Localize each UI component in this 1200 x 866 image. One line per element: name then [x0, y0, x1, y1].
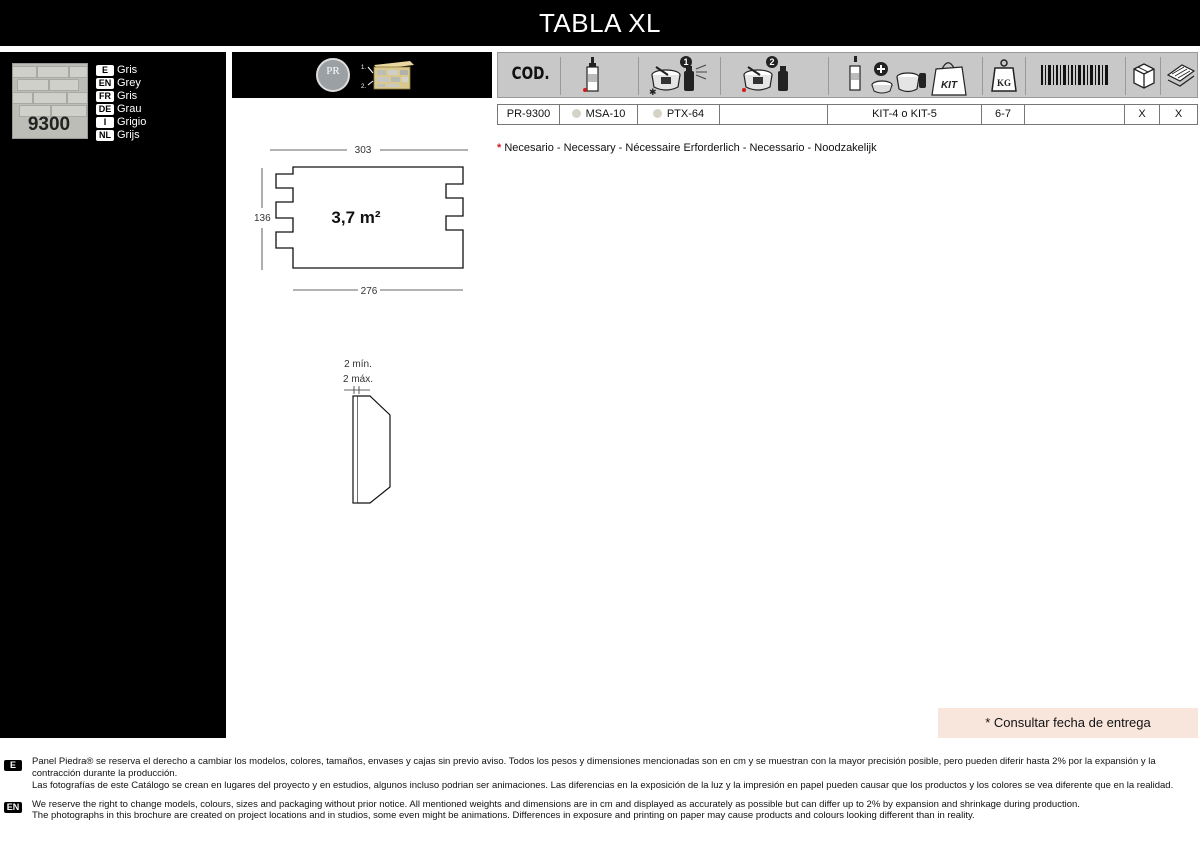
required-text: Necesario - Necessary - Nécessaire Erforderlich - Necessario - Noodzakelijk — [504, 142, 877, 154]
kit-value: KIT-4 o KIT-5 — [828, 105, 982, 124]
lang-tag: I — [96, 117, 114, 128]
delivery-note: * Consultar fecha de entrega — [938, 708, 1198, 738]
step-2-label: 2. — [361, 84, 367, 90]
lang-tag: DE — [96, 104, 114, 115]
dim-bottom: 276 — [360, 286, 378, 297]
required-star: * — [497, 142, 502, 154]
sealant-dot — [572, 109, 581, 118]
panel-profile-drawing — [330, 352, 410, 512]
sidebar-panel — [0, 52, 226, 738]
page-title: TABLA XL — [538, 8, 662, 38]
weight-icon — [990, 58, 1018, 94]
barcode-value — [1025, 105, 1125, 124]
panel-dimension-drawing — [250, 140, 490, 300]
lang-color-name: Grau — [117, 103, 142, 115]
box-icon — [1131, 61, 1157, 89]
step-number: 2 — [769, 57, 775, 67]
lang-tag: E — [96, 65, 114, 76]
sealant-tube-icon — [580, 56, 610, 96]
lang-color-name: Gris — [117, 90, 138, 102]
paint-cell — [638, 105, 720, 124]
paint-dot — [653, 109, 662, 118]
brand-logo — [316, 58, 350, 92]
lang-color-name: Gris — [117, 64, 138, 76]
product-data-row — [497, 104, 1198, 125]
lang-tag: FR — [96, 91, 114, 102]
paint-value: PTX-64 — [666, 108, 705, 120]
dim-height: 136 — [254, 213, 271, 224]
thickness-min: 2 mín. — [344, 359, 372, 370]
sealant-cell — [560, 105, 638, 124]
step-number: 1 — [683, 57, 689, 67]
icon-header-strip — [497, 52, 1198, 98]
product-code: PR-9300 — [498, 105, 560, 124]
footer-text-es-2: Las fotografías de este Catálogo se crean en lugares del proyecto y en estudios, algunos incluso podrian ser animaciones. Las diferencias en la exposición de la luz y la impresión en papel pueden causar que los productos y los colores se vea diferente que en la realidad. — [32, 780, 1174, 791]
required-note — [497, 142, 877, 154]
adhesive-can-spray-icon-1 — [646, 55, 716, 97]
footer-text-en-2: The photographs in this brochure are created on project locations and in studios, some even might be animations. Differences in exposure and printing on paper may cause products and colours looking different than in reality. — [32, 810, 975, 821]
kit-label: KIT — [940, 80, 958, 91]
panels-value: X — [1174, 108, 1183, 120]
weight-label: KG — [996, 78, 1012, 88]
footer-lang-tag-es: E — [4, 760, 22, 771]
weight-value: 6-7 — [982, 105, 1025, 124]
thickness-max: 2 máx. — [342, 374, 374, 385]
adhesive-cell — [720, 105, 828, 124]
step-1-label: 1. — [361, 65, 367, 71]
barcode-icon — [1039, 65, 1113, 87]
color-code: 9300 — [27, 114, 71, 135]
footer-text-es-1: Panel Piedra® se reserva el derecho a cambiar los modelos, colores, tamaños, envases y cajas sin previo aviso. Todos los pesos y dimensiones mencionadas son en cm y se muestran con la mayor precisión posible, pero pueden diferir hasta 2% por la expansión y la contracción durante la producción. — [32, 756, 1156, 779]
dim-top: 303 — [354, 145, 372, 156]
lang-tag: NL — [96, 130, 114, 141]
sealant-value: MSA-10 — [585, 108, 626, 120]
adhesive-can-spray-icon-2 — [738, 55, 808, 97]
footer-lang-tag-en: EN — [4, 802, 22, 813]
lang-tag: EN — [96, 78, 114, 89]
cod-label: COD. — [511, 64, 550, 84]
footer-text-en-1: We reserve the right to change models, colours, sizes and packaging without prior notice. All mentioned weights and dimensions are in cm and displayed as accurately as possible but can differ up to 2% by expansion and shrinkage during production. — [32, 799, 1080, 810]
brand-logo-text: PR — [326, 65, 340, 77]
area-label: 3,7 m² — [331, 208, 381, 227]
box-value: X — [1125, 105, 1160, 124]
panels-stack-icon — [1166, 61, 1196, 89]
svg-text:✱: ✱ — [649, 87, 657, 97]
kit-bag-icon — [844, 55, 974, 97]
panel-install-icon — [360, 55, 420, 95]
lang-color-name: Grijs — [117, 129, 140, 141]
lang-color-name: Grigio — [117, 116, 147, 128]
lang-color-name: Grey — [117, 77, 141, 89]
